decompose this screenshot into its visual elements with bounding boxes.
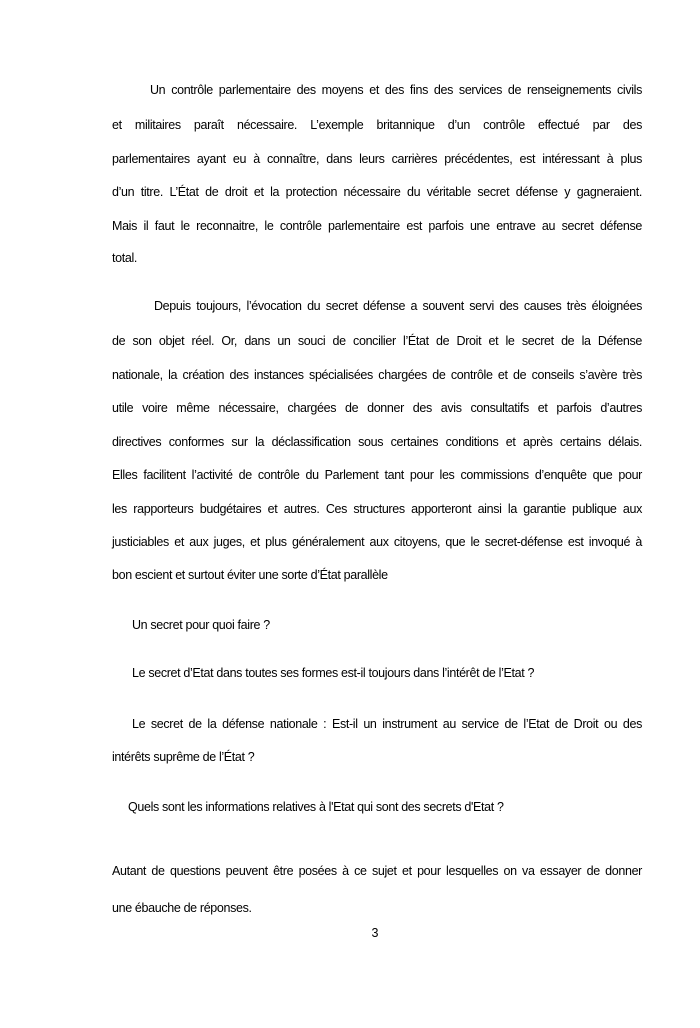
paragraph-2-line-1: Depuis toujours, l’évocation du secret défense a souvent servi des causes très éloignées <box>154 299 642 313</box>
paragraph-2-line-4: utile voire même nécessaire, chargées de donner des avis consultatifs et parfois d’autres <box>112 401 642 415</box>
closing-line-2: une ébauche de réponses. <box>112 901 252 915</box>
paragraph-1-line-6: total. <box>112 251 137 265</box>
paragraph-1-line-1: Un contrôle parlementaire des moyens et des fins des services de renseignements civils <box>150 83 642 97</box>
paragraph-2-line-3: nationale, la création des instances spécialisées chargées de contrôle et de conseils s’avère très <box>112 368 642 382</box>
paragraph-2-line-9: bon escient et surtout éviter une sorte d’État parallèle <box>112 568 388 582</box>
paragraph-2-line-8: justiciables et aux juges, et plus généralement aux citoyens, que le secret-défense est invoqué à <box>112 535 642 549</box>
paragraph-2-line-5: directives conformes sur la déclassification sous certaines conditions et après certains délais. <box>112 435 642 449</box>
paragraph-2-line-6: Elles facilitent l’activité de contrôle du Parlement tant pour les commissions d’enquête que pour <box>112 468 642 482</box>
paragraph-1-line-4: d’un titre. L’État de droit et la protection nécessaire du véritable secret défense y gagneraient. <box>112 185 642 199</box>
paragraph-2-line-2: de son objet réel. Or, dans un souci de concilier l’État de Droit et le secret de la Défense <box>112 334 642 348</box>
question-4: Quels sont les informations relatives à l'Etat qui sont des secrets d'Etat ? <box>128 800 504 814</box>
paragraph-1-line-3: parlementaires ayant eu à connaître, dans leurs carrières précédentes, est intéressant à plus <box>112 152 642 166</box>
question-3-line-2: intérêts suprême de l’État ? <box>112 750 255 764</box>
question-2: Le secret d’Etat dans toutes ses formes est-il toujours dans l’intérêt de l’Etat ? <box>132 666 535 680</box>
question-3-line-1: Le secret de la défense nationale : Est-il un instrument au service de l’Etat de Droit ou des <box>132 717 642 731</box>
paragraph-1-line-2: et militaires paraît nécessaire. L’exemple britannique d’un contrôle effectué par des <box>112 118 642 132</box>
question-1: Un secret pour quoi faire ? <box>132 618 270 632</box>
closing-line-1: Autant de questions peuvent être posées à ce sujet et pour lesquelles on va essayer de donner <box>112 864 642 878</box>
paragraph-1-line-5: Mais il faut le reconnaitre, le contrôle parlementaire est parfois une entrave au secret défense <box>112 219 642 233</box>
paragraph-2-line-7: les rapporteurs budgétaires et autres. Ces structures apporteront ainsi la garantie publique aux <box>112 502 642 516</box>
page-number: 3 <box>371 926 379 940</box>
